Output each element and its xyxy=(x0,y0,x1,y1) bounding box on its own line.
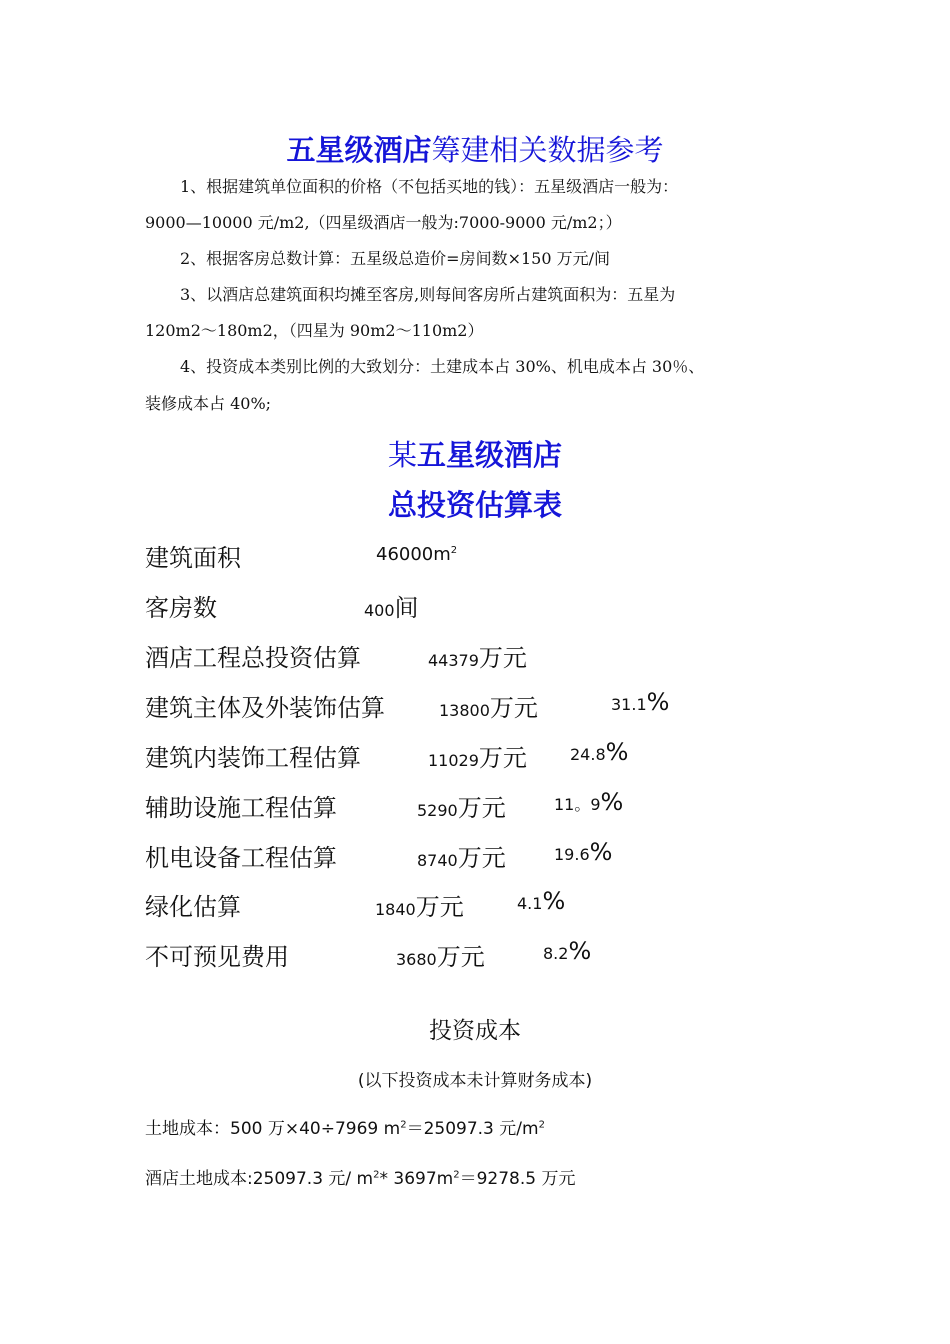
row-value: 13800万元 xyxy=(439,694,538,722)
table-title-plain: 某 xyxy=(387,438,417,472)
row-value: 44379万元 xyxy=(428,644,527,672)
row-label: 客房数 xyxy=(145,594,217,622)
row-percent: 24.8% xyxy=(570,738,629,766)
paragraph-4-line-2: 装修成本占 40%; xyxy=(145,394,272,413)
row-percent: 8.2% xyxy=(543,937,592,965)
estimate-row xyxy=(0,887,950,921)
row-percent: 4.1% xyxy=(517,887,566,915)
row-value: 11029万元 xyxy=(428,744,527,772)
document-title xyxy=(0,132,950,168)
row-value: 5290万元 xyxy=(417,794,506,822)
estimate-row xyxy=(0,638,950,672)
paragraph-1-line-1: 1、根据建筑单位面积的价格（不包括买地的钱）：五星级酒店一般为： xyxy=(180,177,679,196)
paragraph-3-line-2: 120m2～180m2，（四星为 90m2～110m2） xyxy=(145,321,484,340)
row-value: 8740万元 xyxy=(417,844,506,872)
row-value: 400间 xyxy=(364,594,419,622)
title-bold-part: 五星级酒店 xyxy=(286,133,432,167)
row-value: $46000m^2$ xyxy=(376,544,458,565)
row-percent: 19.6% xyxy=(554,838,613,866)
row-label: 绿化估算 xyxy=(145,893,241,921)
row-label: 酒店工程总投资估算 xyxy=(145,644,361,672)
land-cost-line: 土地成本：500 万×40÷7969 $m^2=25097.3$ 元$/m^2$ xyxy=(145,1119,545,1139)
paragraph-2-line-1: 2、根据客房总数计算：五星级总造价=房间数×150 万元/间 xyxy=(180,249,611,268)
row-label: 建筑面积 xyxy=(145,544,241,572)
estimate-row xyxy=(0,937,950,971)
paragraph-3-line-1: 3、以酒店总建筑面积均摊至客房,则每间客房所占建筑面积为：五星为 xyxy=(180,285,676,304)
title-rest-part: 筹建相关数据参考 xyxy=(431,133,664,167)
estimate-row xyxy=(0,738,950,772)
estimate-row xyxy=(0,838,950,872)
row-label: 辅助设施工程估算 xyxy=(145,794,337,822)
row-label: 机电设备工程估算 xyxy=(145,844,337,872)
row-value: 1840万元 xyxy=(375,893,464,921)
paragraph-4-line-1: 4、投资成本类别比例的大致划分：土建成本占 30%、机电成本占 30％、 xyxy=(180,357,705,376)
hotel-land-cost-line: 酒店土地成本:25097.3 元/ $m^2*$ $3697m^2=9278.5$ 万元 xyxy=(145,1169,576,1189)
table-title-line-2: 总投资估算表 xyxy=(387,488,562,522)
investment-title: 投资成本 xyxy=(429,1018,521,1044)
table-title-bold: 五星级酒店 xyxy=(417,438,563,472)
estimate-row xyxy=(0,788,950,822)
row-label: 建筑主体及外装饰估算 xyxy=(145,694,385,722)
estimate-row xyxy=(0,688,950,722)
row-label: 不可预见费用 xyxy=(145,943,289,971)
paragraph-1-line-2: 9000—10000 元/m2,（四星级酒店一般为:7000-9000 元/m2；） xyxy=(145,213,622,232)
row-label: 建筑内装饰工程估算 xyxy=(145,744,361,772)
table-title-line-1 xyxy=(0,437,950,473)
estimate-row xyxy=(0,588,950,622)
investment-subtitle: (以下投资成本未计算财务成本) xyxy=(357,1071,593,1091)
row-value: 3680万元 xyxy=(396,943,485,971)
row-percent: 31.1% xyxy=(611,688,670,716)
estimate-row xyxy=(0,538,950,572)
row-percent: 11。9% xyxy=(554,788,624,816)
